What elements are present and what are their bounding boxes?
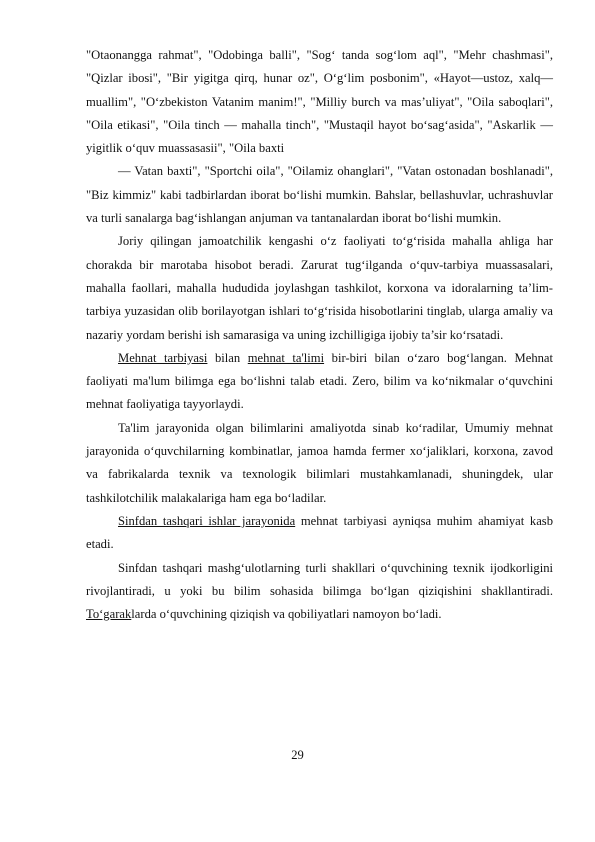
- paragraph-labor-education: [86, 347, 553, 417]
- paragraph-event-titles: "Otaonangga rahmat", "Odobinga balli", "Sog‘ tanda sog‘lom aql", "Mehr chashmasi", "Qizlar ibosi", "Bir yigitga qirq, hunar oz", O‘g‘lim posbonim", «Hayot—ustoz, xalq—muallim", "O‘zbekiston Vatanim manim!", "Milliy burch va mas’uliyat", "Oila saboqlari", "Oila etikasi", "Oila tinch — mahalla tinch", "Mustaqil hayot bo‘sag‘asida", "Askarlik — yigitlik o‘quv muassasasii", "Oila baxti: [86, 48, 553, 156]
- link-sinfdan-tashqari[interactable]: Sinfdan tashqari ishlar jarayonida: [118, 513, 296, 528]
- text-fragment: mehnat tarbiyasi ayniqsa muhim ahamiyat kasb etadi.: [86, 513, 553, 552]
- link-mehnat-talimi[interactable]: mehnat ta'limi: [247, 350, 325, 365]
- paragraph-practice: Ta'lim jarayonida olgan bilimlarini amaliyotda sinab ko‘radilar, Umumiy mehnat jarayonida o‘quvchilarning kombinatlar, jamoa hamda fermer xo‘jaliklari, korxona, zavod va fabrikalarda texnik va texnologik bilimlari mustahkamlanadi, shuningdek, ular tashkilotchilik malakalariga ham ega bo‘ladilar.: [86, 420, 553, 505]
- text-fragment: bir-biri bilan o‘zaro bog‘langan. Mehnat faoliyati ma'lum bilimga ega bo‘lishni talab etadi. Zero, bilim va ko‘nikmalar o‘quvchini mehnat faoliyatiga tayyorlaydi.: [86, 350, 554, 412]
- page-body: [86, 44, 553, 626]
- paragraph-council-report: Joriy qilingan jamoatchilik kengashi o‘z faoliyati to‘g‘risida mahalla ahliga har chorakda bir marotaba hisobot beradi. Zarurat tug‘ilganda o‘quv-tarbiya muassasalari, mahalla faollari, mahalla hududida joylashgan tashkilot, korxona va idoralarning ta’lim-tarbiya yuzasidan olib borilayotgan ishlari to‘g‘risida hisobotlarini tinglab, ularga amaliy va nazariy yordam berishi ish samarasiga va uning izchilligiga ijobiy ta’sir ko‘rsatadi.: [86, 234, 553, 342]
- text-fragment: bilan: [207, 350, 248, 365]
- link-togarak[interactable]: To‘garak: [86, 607, 132, 622]
- paragraph-extracurricular: [86, 510, 553, 557]
- link-mehnat-tarbiyasi[interactable]: Mehnat tarbiyasi: [118, 350, 208, 365]
- text-fragment: Sinfdan tashqari mashg‘ulotlarning turli shakllari o‘quvchining texnik ijodkorligini rivojlantiradi, u yoki bu bilim sohasida bilimga bo‘lgan qiziqishini shakllantiradi.: [86, 560, 553, 598]
- paragraph-events-continued: — Vatan baxti", "Sportchi oila", "Oilamiz ohanglari", "Vatan ostonadan boshlanadi", "Biz kimmiz" kabi tadbirlardan iborat bo‘lishi mumkin. Bahslar, bellashuvlar, uchrashuvlar va turli sanalarga bag‘ishlangan anjuman va tantanalardan iborat bo‘lishi mumkin.: [86, 164, 553, 226]
- paragraph-clubs: [86, 557, 553, 627]
- text-fragment: larda o‘quvchining qiziqish va qobiliyatlari namoyon bo‘ladi.: [131, 607, 442, 622]
- page-number: 29: [291, 748, 304, 762]
